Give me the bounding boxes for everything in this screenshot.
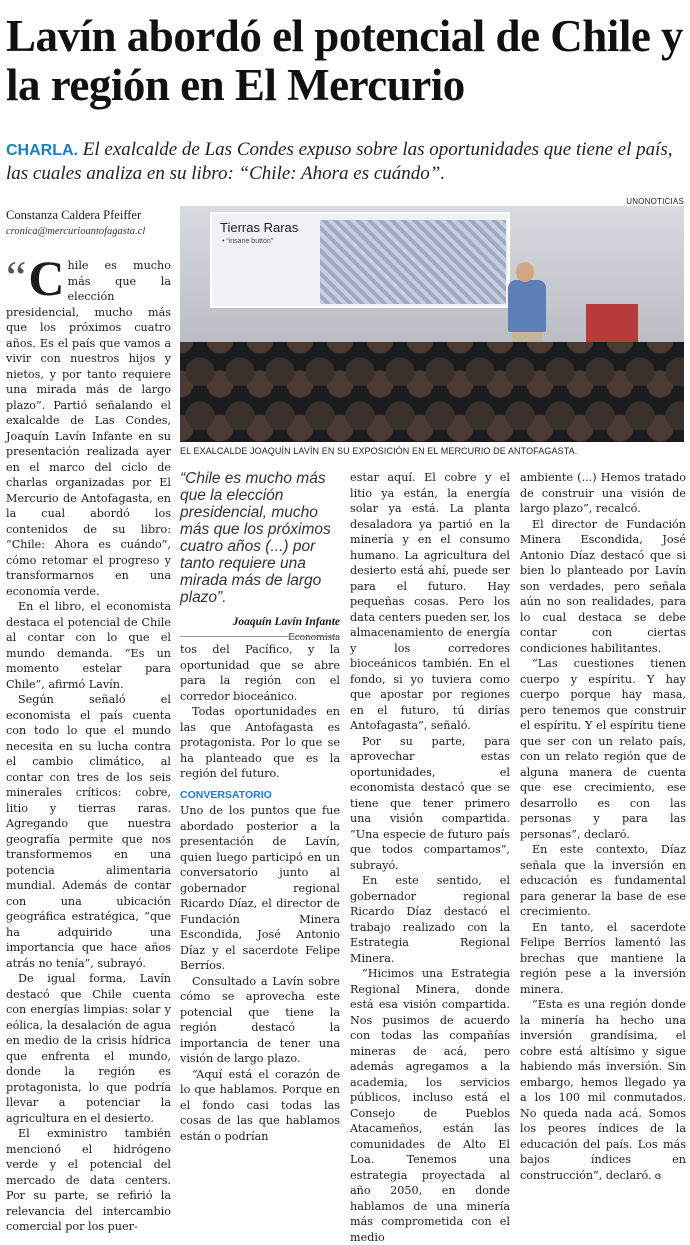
body-column-3	[350, 470, 510, 1245]
paragraph: hile es mucho más que la elección presidencial, mucho más que los próximos cuatro años. Es el país que vamos a vivir con nuestros hijos y nietos, y por tanto requiere una mirada más de largo plazo”. Partió señalando el exalcalde de Las Condes, Joaquín Lavín Infante en su presentación realizada ayer en el marco del ciclo de charlas organizadas por El Mercurio de Antofagasta, en la cual abordó los contenidos de su libro: “Chile: Ahora es cuándo”, cómo retomar el progreso y transformarnos en una economía verde.	[6, 259, 171, 598]
drop-cap: C	[28, 250, 65, 306]
paragraph: tos del Pacífico, y la oportunidad que se abre para la región con el corredor bioceánico.	[180, 643, 340, 703]
audience	[180, 342, 684, 442]
speaker-figure-body	[508, 280, 546, 332]
byline	[6, 208, 171, 237]
paragraph: Según señaló el economista el país cuenta con todo lo que el mundo necesita en su lucha contra el cambio climático, al contar con tres de los seis minerales críticos: cobre, litio y tierras raras. Agregando que nuestra geografía permite que nos transformemos en una potencia alimentaria mundial. Además de contar con una ubicación geográfica estratégica, “que ha adquirido una importancia que hace años atrás no tenía”, subrayó.	[6, 693, 171, 970]
paragraph: “Hicimos una Estrategia Regional Minera, donde está esa visión compartida. Nos pusimos de acuerdo con todas las compañías mineras de acá, pero además agregamos a la academia, los servicios públicos, incluso está el Consejo de Pueblos Atacameños, están las comunidades de Alto El Loa. Tenemos una estrategia proyectada al año 2050, en donde hablamos de una minería más comprometida con el medio	[350, 967, 510, 1244]
opening-paragraph	[6, 250, 171, 599]
paragraph-final	[520, 997, 686, 1184]
slide-title: Tierras Raras	[220, 220, 299, 235]
end-mark-icon: ɞ	[654, 1170, 662, 1182]
slide-subtitle: • “insane button”	[222, 238, 274, 245]
screen-map-image	[320, 220, 506, 304]
paragraph: El exministro también mencionó el hidrógeno verde y el potencial del mercado de data centers. Por su parte, se refirió la relevancia del intercambio comercial por los puer-	[6, 1127, 171, 1233]
article-photo	[180, 206, 684, 442]
photo-caption: EL EXALCALDE JOAQUÍN LAVÍN EN SU EXPOSICIÓN EN EL MERCURIO DE ANTOFAGASTA.	[180, 446, 578, 456]
body-column-2	[180, 642, 340, 1144]
pull-quote	[180, 470, 340, 643]
paragraph: “Las cuestiones tienen cuerpo y espíritu. Y hay cuerpo porque hay masa, pero tenemos que construir el espíritu. Y el espíritu tiene que ser con un relato país, con un relato región que de alguna manera de cuenta que ese crecimiento, ese desarrollo es con las personas y para las personas”, declaró.	[520, 657, 686, 841]
paragraph: En el libro, el economista destaca el potencial de Chile al contar con lo que el mundo demanda. “Es un momento estelar para Chile”, afirmó Lavín.	[6, 600, 171, 691]
paragraph: En tanto, el sacerdote Felipe Berríos lamentó las brechas que mantiene la región pese a la inversión minera.	[520, 920, 686, 996]
paragraph: estar aquí. El cobre y el litio ya están, la energía solar ya está. La planta desaladora ya partió en la minería y en el consumo humano. La agricultura del desierto está ahí, puede ser para el futuro. Hay pequeñas cosas. Pero los data centers pueden ser, los almacenamiento de energía y los corredores bioceánicos también. En el fondo, si yo tuviera como que apostar por regiones en el futuro, tú dirías Antofagasta”, señaló.	[350, 471, 510, 732]
paragraph: El director de Fundación Minera Escondida, José Antonio Díaz destacó que si bien lo planteado por Lavín son verdades, pero señala aún no son realidades, para lo cual destaca se debe contar con ciertas condiciones habilitantes.	[520, 517, 686, 655]
photo-credit: UNONOTICIAS	[626, 197, 684, 206]
body-column-4	[520, 470, 686, 1184]
headline: Lavín abordó el potencial de Chile y la región en El Mercurio	[6, 11, 684, 110]
pull-quote-text: “Chile es mucho más que la elección presidencial, mucho más que los próximos cuatro años (...) por tanto requiere una mirada más de largo plazo”.	[180, 470, 331, 606]
paragraph: En este sentido, el gobernador regional Ricardo Díaz destacó el trabajo realizado con la Estrategia Regional Minera.	[350, 874, 510, 965]
byline-author: Constanza Caldera Pfeiffer	[6, 208, 142, 222]
paragraph: Uno de los puntos que fue abordado posterior a la presentación de Lavín, quien luego participó en un conversatorio junto al gobernador regional Ricardo Díaz, el director de Fundación Minera Escondida, José Antonio Díaz y el sacerdote Felipe Berríos.	[180, 804, 340, 972]
byline-email[interactable]: cronica@mercurioantofagasta.cl	[6, 226, 146, 237]
subhead-conversatorio: CONVERSATORIO	[180, 788, 272, 801]
pull-quote-name: Joaquín Lavín Infante	[232, 616, 340, 628]
paragraph: “Aquí está el corazón de lo que hablamos. Porque en el fondo casi todas las cosas de las que hablamos están o podrían	[180, 1067, 340, 1143]
lede	[6, 138, 686, 185]
paragraph: ambiente (...) Hemos tratado de construir una visión de largo plazo”, recalcó.	[520, 471, 686, 515]
lede-kicker: CHARLA.	[6, 142, 78, 159]
paragraph: De igual forma, Lavín destacó que Chile cuenta con energías limpias: solar y eólica, la desalación de agua en medio de la crisis hídrica que enfrenta el mundo, donde la región es protagonista, lo que podría llevar a potenciar la agricultura en el desierto.	[6, 972, 171, 1125]
open-quote-mark: “	[6, 251, 27, 302]
lede-text: El exalcalde de Las Condes expuso sobre las oportunidades que tiene el país, las cuales analiza en su libro: “Chile: Ahora es cuándo”.	[6, 139, 673, 184]
paragraph: En este contexto, Díaz señala que la inversión en educación es fundamental para generar la base de ese crecimiento.	[520, 843, 686, 918]
paragraph-final-text: “Esta es una región donde la minería ha hecho una inversión grandísima, el cobre está altísimo y sigue habiendo más inversión. Sin embargo, hemos llegado ya a los 100 mil conmutados. No queda nada acá. Somos los peores índices de la educación del país. Los más bajos índices en construcción”, declaró.	[520, 998, 686, 1182]
paragraph: Todas oportunidades en las que Antofagasta es protagonista. Por lo que se ha planteado que es la región del futuro.	[180, 705, 340, 780]
speaker-figure-head	[516, 262, 534, 282]
paragraph: Consultado a Lavín sobre cómo se aprovecha este potencial que tiene la región destacó la importancia de tener una visión de largo plazo.	[180, 974, 340, 1065]
pull-quote-divider	[180, 636, 340, 637]
projection-screen	[210, 212, 510, 308]
paragraph: Por su parte, para aprovechar estas oportunidades, el economista destacó que se tiene que tener primero una visión compartida. “Una especie de futuro país que todos compartamos”, subrayó.	[350, 734, 510, 872]
pull-quote-role: Economista	[288, 631, 340, 643]
body-column-1	[6, 250, 171, 1235]
